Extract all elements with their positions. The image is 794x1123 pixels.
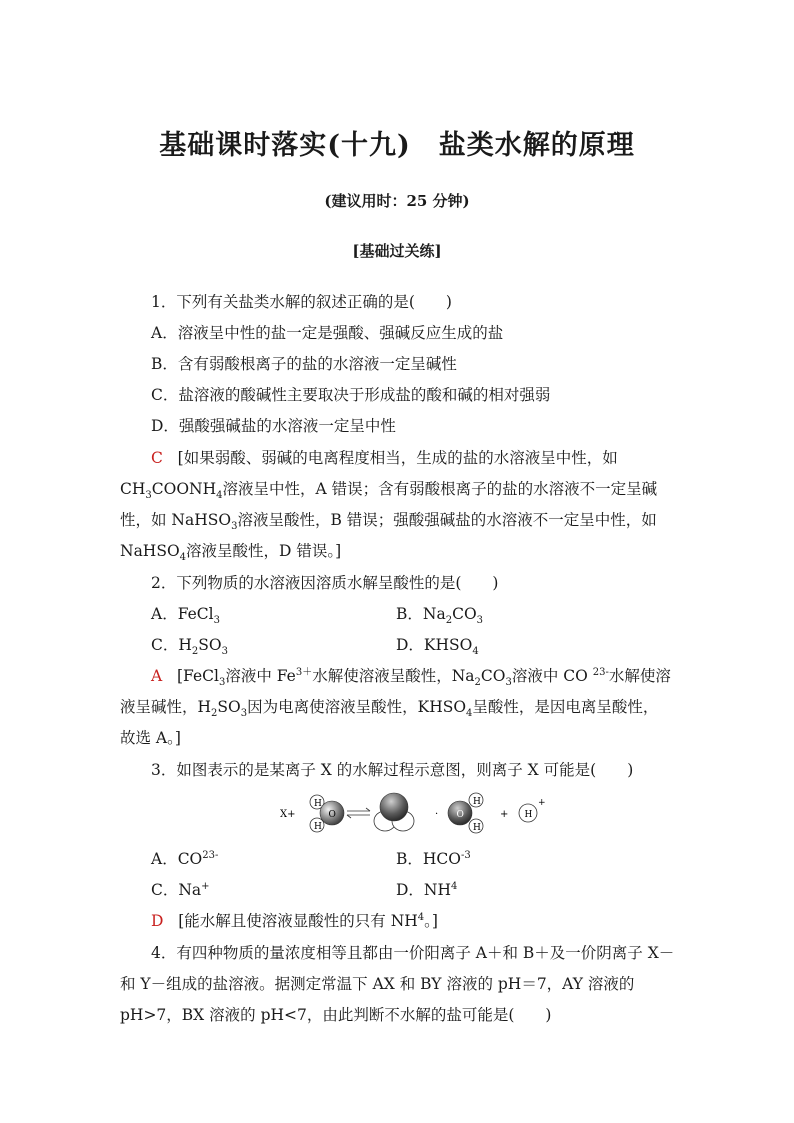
q3-option-a: A．$CO^{23-}$ [151, 849, 219, 868]
q2-answer: A [151, 667, 163, 685]
q1-explanation-line2: $CH_3COONH_4$溶液呈中性，A 错误；含有弱酸根离子的盐的水溶液不一定呈碱 [120, 480, 658, 502]
q4-stem-line3: pH>7，BX 溶液的 pH<7，由此判断不水解的盐可能是( ) [120, 1006, 552, 1024]
q1-answer: C [151, 449, 163, 467]
q1-option-b: B．含有弱酸根离子的盐的水溶液一定呈碱性 [151, 355, 457, 373]
x-ion-label: X+ [280, 809, 296, 820]
q2-option-d: D．$KHSO_4$ [396, 636, 479, 658]
svg-text:·: · [435, 809, 439, 820]
svg-text:H: H [473, 797, 481, 807]
q2-option-a: A．FeCl$_3$ [151, 605, 220, 627]
q1-stem: 1．下列有关盐类水解的叙述正确的是( ) [151, 293, 452, 311]
q1-option-c: C．盐溶液的酸碱性主要取决于形成盐的酸和碱的相对强弱 [151, 386, 551, 404]
svg-text:H: H [314, 822, 322, 832]
product-molecule [448, 793, 483, 833]
equilibrium-arrow-icon [347, 808, 370, 818]
q1-option-d: D．强酸强碱盐的水溶液一定呈中性 [151, 417, 396, 435]
q1-explanation-line3: 性，如 NaHSO$_3$溶液呈酸性，B 错误；强酸强碱盐的水溶液不一定呈中性，如 [120, 511, 657, 533]
q1-explanation-line4: NaHSO$_4$溶液呈酸性，D 错误。] [120, 542, 342, 564]
svg-text:H: H [314, 799, 322, 809]
q2-option-c: C．$H_2SO_3$ [151, 636, 228, 658]
section-heading: [基础过关练] [352, 242, 442, 260]
q2-explanation-line2: 液呈碱性，$H_2SO_3$因为电离使溶液呈酸性，$KHSO_4$呈酸性，是因电离呈酸性， [120, 698, 659, 720]
q2-explanation-line3: 故选 A。] [120, 729, 181, 747]
q2-option-b: B．$Na_2CO_3$ [396, 605, 484, 627]
page-title: 基础课时落实(十九) 盐类水解的原理 [159, 130, 635, 161]
q3-option-c: C．Na+ [151, 880, 210, 899]
svg-text:O: O [456, 810, 464, 820]
svg-text:O: O [328, 810, 336, 820]
q3-stem: 3．如图表示的是某离子 X 的水解过程示意图，则离子 X 可能是( ) [151, 761, 634, 779]
q1-option-a: A．溶液呈中性的盐一定是强酸、强碱反应生成的盐 [151, 324, 504, 342]
q4-stem-line1: 4．有四种物质的量浓度相等且都由一价阳离子 A＋和 B＋及一价阴离子 X－ [151, 944, 675, 962]
q1-explanation-line1: C [如果弱酸、弱碱的电离程度相当，生成的盐的水溶液呈中性，如 [151, 449, 618, 467]
time-suggestion: (建议用时：25 分钟) [324, 192, 470, 210]
q3-option-b: B．$HCO^{-3}$ [396, 849, 471, 868]
svg-text:+: + [538, 798, 546, 808]
q3-explanation: D [能水解且使溶液显酸性的只有 $NH^4$。] [151, 911, 438, 930]
q2-stem: 2．下列物质的水溶液因溶质水解呈酸性的是( ) [151, 574, 499, 592]
water-molecule [310, 795, 344, 832]
q4-stem-line2: 和 Y－组成的盐溶液。据测定常温下 AX 和 BY 溶液的 pH＝7，AY 溶液的 [120, 975, 635, 993]
q3-option-d: D．$NH^4$ [396, 880, 458, 899]
svg-text:H: H [473, 823, 481, 833]
hydrolysis-diagram [276, 790, 556, 838]
svg-text:H: H [524, 810, 533, 820]
q2-explanation-line1: A [FeCl$_3$溶液中 $Fe^{3+}$水解使溶液呈酸性，$Na_2CO_3$溶液中 CO $^{23-}$水解使溶 [151, 666, 671, 689]
hydrogen-ion [519, 798, 546, 822]
svg-text:+: + [500, 809, 509, 820]
q3-answer: D [151, 912, 164, 930]
intermediate-molecule [374, 793, 414, 831]
